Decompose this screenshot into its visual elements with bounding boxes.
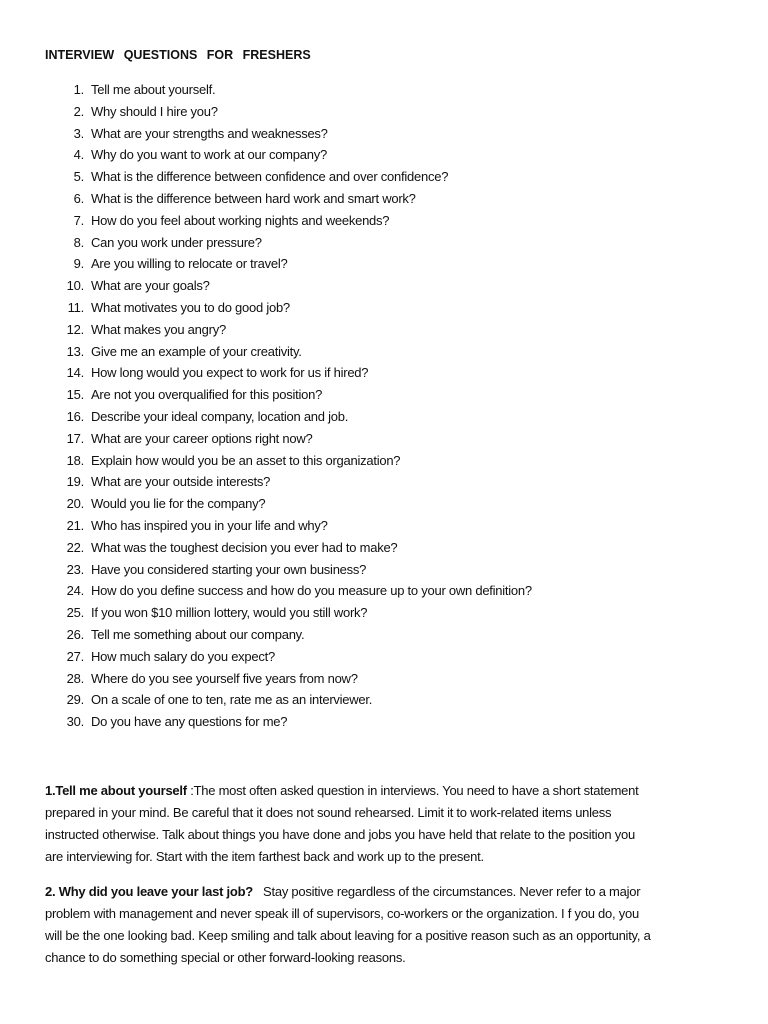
question-item <box>0 146 768 168</box>
question-number: 27. <box>66 648 84 664</box>
answer-heading: 1.Tell me about yourself <box>45 783 191 798</box>
question-number: 25. <box>66 605 84 621</box>
question-text: If you won $10 million lottery, would you still work? <box>91 605 368 621</box>
question-text: Describe your ideal company, location and job. <box>91 408 349 424</box>
question-item <box>0 713 768 735</box>
question-text: How long would you expect to work for us if hired? <box>91 365 369 381</box>
question-number: 1. <box>73 82 84 97</box>
question-item <box>0 386 768 408</box>
question-item <box>0 321 768 343</box>
answer-paragraph-2 <box>45 883 745 971</box>
question-text: What are your goals? <box>91 278 210 294</box>
answer-line <box>45 782 745 804</box>
question-item <box>0 125 768 147</box>
question-text: Can you work under pressure? <box>91 234 262 250</box>
question-number: 24. <box>66 583 84 599</box>
question-text: What was the toughest decision you ever had to make? <box>91 539 398 555</box>
question-number: 20. <box>66 496 84 512</box>
question-number: 11. <box>67 299 84 315</box>
question-item <box>0 561 768 583</box>
question-item <box>0 408 768 430</box>
question-item <box>0 539 768 561</box>
question-number: 15. <box>66 387 84 403</box>
question-number: 29. <box>66 692 84 708</box>
question-text: Where do you see yourself five years from now? <box>91 670 358 686</box>
question-text: Who has inspired you in your life and why? <box>91 517 328 533</box>
question-number: 23. <box>66 561 84 577</box>
question-text: How much salary do you expect? <box>91 648 275 664</box>
question-text: Tell me about yourself. <box>91 82 216 97</box>
question-number: 7. <box>73 212 84 228</box>
question-number: 30. <box>66 714 84 730</box>
question-number: 2. <box>73 103 84 119</box>
question-item <box>0 604 768 626</box>
question-number: 16. <box>66 408 84 424</box>
question-text: How do you feel about working nights and weekends? <box>91 212 390 228</box>
question-number: 13. <box>66 343 84 359</box>
question-text: Do you have any questions for me? <box>91 714 288 730</box>
question-number: 12. <box>66 321 84 337</box>
answer-paragraph-1 <box>45 782 745 870</box>
question-item <box>0 364 768 386</box>
question-item <box>0 81 768 103</box>
answer-line: are interviewing for. Start with the item farthest back and work up to the present. <box>45 849 484 864</box>
question-item <box>0 473 768 495</box>
question-number: 19. <box>66 474 84 490</box>
question-item <box>0 255 768 277</box>
question-item <box>0 670 768 692</box>
question-number: 5. <box>73 169 84 185</box>
question-text: Are not you overqualified for this position? <box>91 387 323 403</box>
question-number: 21. <box>66 517 84 533</box>
answer-line: will be the one looking bad. Keep smiling and talk about leaving for a positive reason such as an opportunity, a <box>45 928 651 943</box>
question-item <box>0 648 768 670</box>
question-item <box>0 691 768 713</box>
question-text: What are your strengths and weaknesses? <box>91 125 328 141</box>
answer-line: chance to do something special or other forward-looking reasons. <box>45 950 406 965</box>
question-text: What motivates you to do good job? <box>91 299 290 315</box>
answer-line <box>45 883 745 905</box>
question-item <box>0 517 768 539</box>
question-number: 6. <box>73 190 84 206</box>
question-number: 9. <box>73 256 84 272</box>
question-text: Are you willing to relocate or travel? <box>91 256 288 272</box>
question-item <box>0 343 768 365</box>
answer-text: Stay positive regardless of the circumstances. Never refer to a major <box>252 884 641 899</box>
question-item <box>0 495 768 517</box>
question-number: 4. <box>73 147 84 163</box>
question-text: What are your career options right now? <box>91 430 313 446</box>
question-number: 10. <box>66 278 84 294</box>
question-number: 26. <box>66 626 84 642</box>
question-item <box>0 582 768 604</box>
question-item <box>0 212 768 234</box>
question-text: Would you lie for the company? <box>91 496 266 512</box>
answer-heading: 2. Why did you leave your last job? <box>45 884 253 899</box>
question-text: What are your outside interests? <box>91 474 271 490</box>
question-number: 17. <box>66 430 84 446</box>
answer-line: problem with management and never speak ill of supervisors, co-workers or the organization. I f you do, you <box>45 906 639 921</box>
question-text: What is the difference between hard work and smart work? <box>91 190 416 206</box>
question-text: On a scale of one to ten, rate me as an interviewer. <box>91 692 373 708</box>
question-number: 3. <box>73 125 84 141</box>
answer-text: :The most often asked question in interviews. You need to have a short statement <box>190 783 639 798</box>
question-text: What is the difference between confidence and over confidence? <box>91 169 449 185</box>
question-text: Tell me something about our company. <box>91 626 305 642</box>
question-item <box>0 626 768 648</box>
document-title: INTERVIEW QUESTIONS FOR FRESHERS <box>45 48 311 62</box>
question-text: Give me an example of your creativity. <box>91 343 302 359</box>
answer-line: instructed otherwise. Talk about things you have done and jobs you have held that relate to the position you <box>45 827 635 842</box>
question-text: Have you considered starting your own business? <box>91 561 367 577</box>
question-number: 22. <box>66 539 84 555</box>
questions-list <box>0 81 768 735</box>
question-item <box>0 234 768 256</box>
question-item <box>0 277 768 299</box>
question-item <box>0 452 768 474</box>
question-item <box>0 190 768 212</box>
question-number: 8. <box>73 234 84 250</box>
question-text: Explain how would you be an asset to this organization? <box>91 452 401 468</box>
question-item <box>0 430 768 452</box>
question-text: Why should I hire you? <box>91 103 218 119</box>
question-number: 14. <box>66 365 84 381</box>
question-item <box>0 168 768 190</box>
answer-line: prepared in your mind. Be careful that it does not sound rehearsed. Limit it to work-related items unless <box>45 805 612 820</box>
question-item <box>0 103 768 125</box>
question-text: How do you define success and how do you measure up to your own definition? <box>91 583 532 599</box>
question-item <box>0 299 768 321</box>
question-number: 18. <box>66 452 84 468</box>
question-text: What makes you angry? <box>91 321 226 337</box>
question-number: 28. <box>66 670 84 686</box>
question-text: Why do you want to work at our company? <box>91 147 327 163</box>
